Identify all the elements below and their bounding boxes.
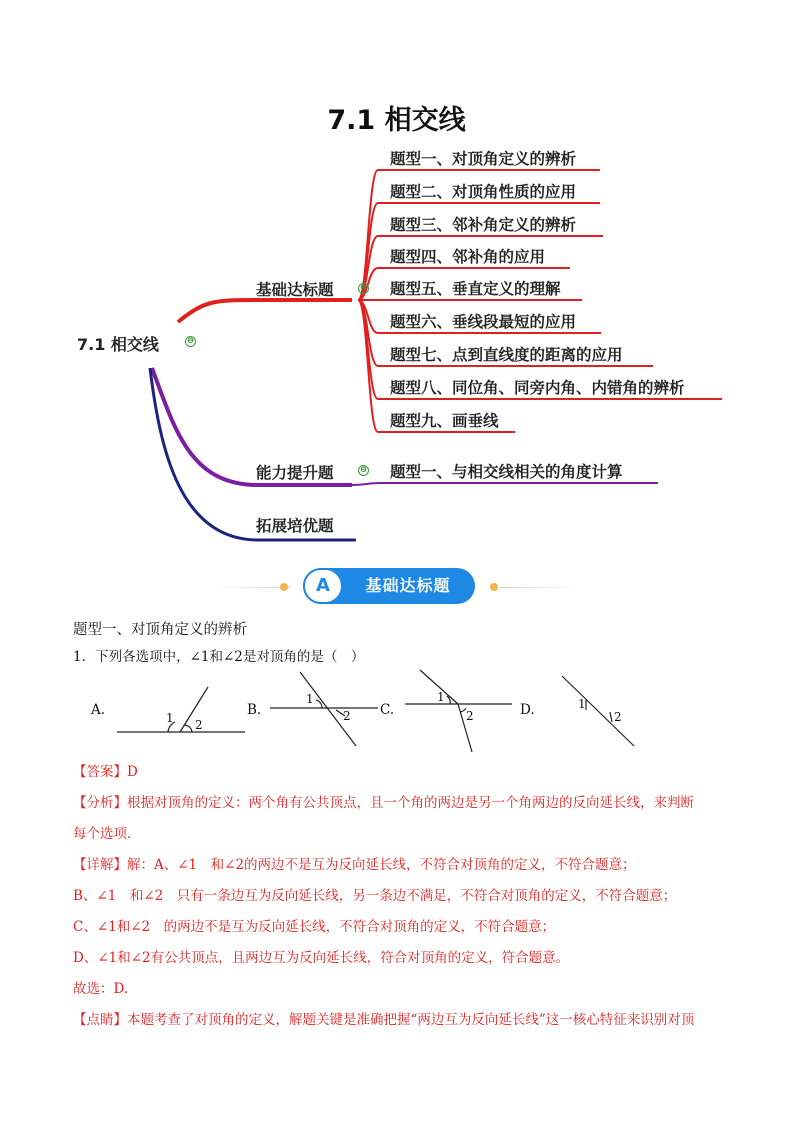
mindmap-leaf: 题型七、点到直线度的距离的应用: [390, 346, 623, 364]
branch-basic: 基础达标题: [256, 281, 334, 299]
analysis-line-2: 每个选项.: [73, 826, 132, 842]
option-a[interactable]: A.: [91, 702, 106, 718]
angle-label-2: 2: [614, 710, 622, 724]
angle-label-1: 1: [306, 692, 314, 706]
angle-label-1: 1: [437, 690, 445, 704]
mindmap-leaf: 题型一、对顶角定义的辨析: [390, 150, 577, 168]
analysis-line-1: 【分析】根据对顶角的定义：两个角有公共顶点，且一个角的两边是另一个角两边的反向延长线，来判断: [73, 795, 694, 811]
mindmap-leaf: 题型四、邻补角的应用: [390, 248, 546, 266]
angle-label-1: 1: [578, 697, 586, 711]
angle-label-2: 2: [195, 718, 203, 732]
mindmap-leaf: 题型八、同位角、同旁内角、内错角的辨析: [390, 379, 685, 397]
banner-text: 基础达标题: [365, 576, 451, 595]
page-title: 7.1 相交线: [327, 105, 466, 136]
angle-label-2: 2: [466, 709, 474, 723]
comment-line: 【点睛】本题考查了对顶角的定义，解题关键是准确把握“两边互为反向延长线”这一核心特征来识别对顶: [73, 1012, 695, 1028]
mindmap-root: 7.1 相交线: [77, 335, 159, 354]
option-c[interactable]: C.: [380, 702, 395, 718]
branch-extension: 拓展培优题: [256, 517, 334, 535]
mindmap-leaf: 题型一、与相交线相关的角度计算: [390, 463, 623, 481]
answer-line: 【答案】D: [73, 764, 138, 780]
detail-line-3: C、∠1和∠2 的两边不是互为反向延长线，不符合对顶角的定义，不符合题意；: [73, 919, 556, 935]
angle-label-1: 1: [166, 711, 174, 725]
option-b[interactable]: B.: [247, 702, 262, 718]
mindmap-leaf: 题型九、画垂线: [390, 412, 499, 430]
option-d[interactable]: D.: [520, 702, 535, 718]
mindmap-leaf: 题型二、对顶角性质的应用: [390, 183, 577, 201]
detail-line-1: 【详解】解：A、∠1 和∠2的两边不是互为反向延长线，不符合对顶角的定义，不符合题意；: [73, 857, 636, 873]
mindmap-leaf: 题型六、垂线段最短的应用: [390, 313, 577, 331]
banner-line-right: [500, 587, 580, 588]
banner-dot-left: [280, 583, 288, 591]
mindmap-leaf: 题型五、垂直定义的理解: [390, 280, 561, 298]
detail-line-4: D、∠1和∠2有公共顶点，且两边互为反向延长线，符合对顶角的定义，符合题意。: [73, 950, 570, 966]
choice-line: 故选：D.: [73, 981, 129, 997]
angle-label-2: 2: [343, 709, 351, 723]
detail-line-2: B、∠1 和∠2 只有一条边互为反向延长线，另一条边不满足，不符合对顶角的定义，不符合题意；: [73, 888, 677, 904]
banner-line-left: [210, 587, 290, 588]
branch-advanced: 能力提升题: [256, 464, 334, 482]
section-heading: 题型一、对顶角定义的辨析: [73, 622, 247, 638]
question-stem: 1．下列各选项中，∠1和∠2是对顶角的是（ ）: [73, 649, 365, 665]
collapse-icon[interactable]: ⊖: [359, 283, 368, 293]
banner-dot-right: [490, 583, 498, 591]
banner-letter: A: [303, 568, 343, 604]
collapse-icon[interactable]: ⊖: [359, 465, 368, 475]
collapse-icon[interactable]: ⊖: [186, 336, 195, 346]
mindmap-leaf: 题型三、邻补角定义的辨析: [390, 216, 577, 234]
